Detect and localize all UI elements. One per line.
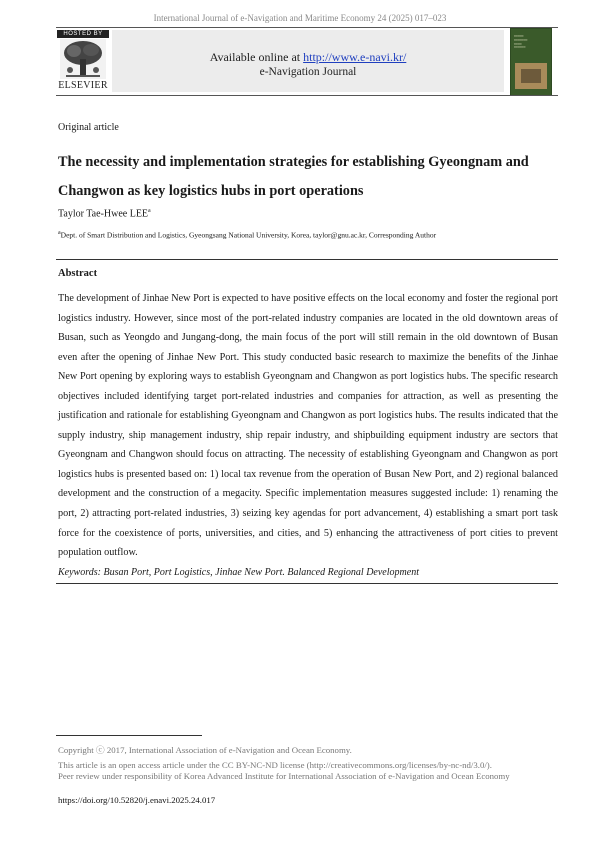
running-head: International Journal of e-Navigation and Maritime Economy 24 (2025) 017–023 bbox=[153, 13, 447, 23]
header-top-rule bbox=[56, 27, 558, 28]
copyright-line: Copyright ⓒ 2017, International Association of e-Navigation and Ocean Economy. bbox=[58, 745, 352, 755]
cover-picture bbox=[515, 63, 547, 89]
hosted-by-label: HOSTED BY bbox=[57, 30, 109, 38]
article-title: The necessity and implementation strategies for establishing Gyeongnam and Changwon as key logistics hubs in port operations bbox=[58, 154, 529, 199]
journal-cover-image bbox=[510, 28, 552, 96]
elsevier-tree-icon bbox=[60, 39, 106, 79]
keywords-bottom-rule bbox=[56, 583, 558, 584]
keywords: Keywords: Busan Port, Port Logistics, Jinhae New Port. Balanced Regional Development bbox=[58, 567, 419, 578]
available-online bbox=[112, 50, 504, 65]
header-bottom-rule bbox=[56, 95, 558, 96]
author-name: Taylor Tae-Hwee LEE bbox=[58, 208, 149, 220]
author-line bbox=[58, 208, 151, 219]
abstract-body: The development of Jinhae New Port is expected to have positive effects on the local economy and foster the regional port logistics industry. However, since most of the port-related industry companies are located in the old downtown areas of Busan, such as Yeongdo and Jungang-dong, the main focus of the port will still remain in the old downtown of Busan even after the opening of Jinhae New Port. This study conducted basic research to maximize the benefits of the Jinhae New Port opening by exploring ways to establish Gyeongnam and Changwon as port logistics hubs. The specific research objectives included identifying target port-related industries and companies for attraction, as well as presenting the justification and rationale for establishing Gyeongnam and Changwon as port logistics hubs. The results indicated that the supply industry, ship management industry, ship repair industry, and shipbuilding equipment industry are sectors that Gyeongnam and Changwon should focus on attracting. The necessity of establishing Gyeongnam and Changwon as port logistics hubs is presented based on: 1) local tax revenue from the operation of Busan New Port, and 2) regional balanced development and the construction of a megacity. Specific implementation measures suggested include: 1) renaming the port, 2) attracting port-related industries, 3) seizing key agendas for port advancement, 4) establishing a smart port task force for the coexistence of ports, universities, and cities, and 5) enhancing the attractiveness of port cities to prevent population outflow. bbox=[58, 293, 558, 559]
license-line: This article is an open access article under the CC BY-NC-ND license (http://creativecommons.org/licenses/by-nc-nd/3.0/). bbox=[58, 760, 492, 770]
abstract-heading: Abstract bbox=[58, 268, 98, 279]
journal-name: e-Navigation Journal bbox=[259, 66, 357, 78]
cover-text-lines: ━━━━━ ━━━━━━━ ━━━━ ━━━━━━ bbox=[514, 34, 528, 50]
footnote-rule bbox=[56, 735, 202, 736]
doi-line: https://doi.org/10.52820/j.enavi.2025.24.017 bbox=[58, 795, 216, 805]
abstract-top-rule bbox=[56, 259, 558, 260]
author-marker: a bbox=[148, 208, 151, 214]
elsevier-logo bbox=[57, 30, 109, 92]
affiliation bbox=[58, 230, 558, 240]
affiliation-marker: a bbox=[58, 230, 61, 236]
publisher-name: ELSEVIER bbox=[58, 80, 108, 91]
affiliation-text: Dept. of Smart Distribution and Logistics, Gyeongsang National University, Korea, taylor@gnu.ac.kr, Corresponding Author bbox=[60, 230, 437, 240]
peer-review-line: Peer review under responsibility of Korea Advanced Institute for International Association of e-Navigation and Ocean Economy bbox=[58, 771, 510, 781]
journal-url-link[interactable]: http://www.e-navi.kr/ bbox=[303, 50, 407, 64]
available-prefix: Available online at bbox=[209, 50, 304, 64]
article-type: Original article bbox=[58, 122, 119, 133]
